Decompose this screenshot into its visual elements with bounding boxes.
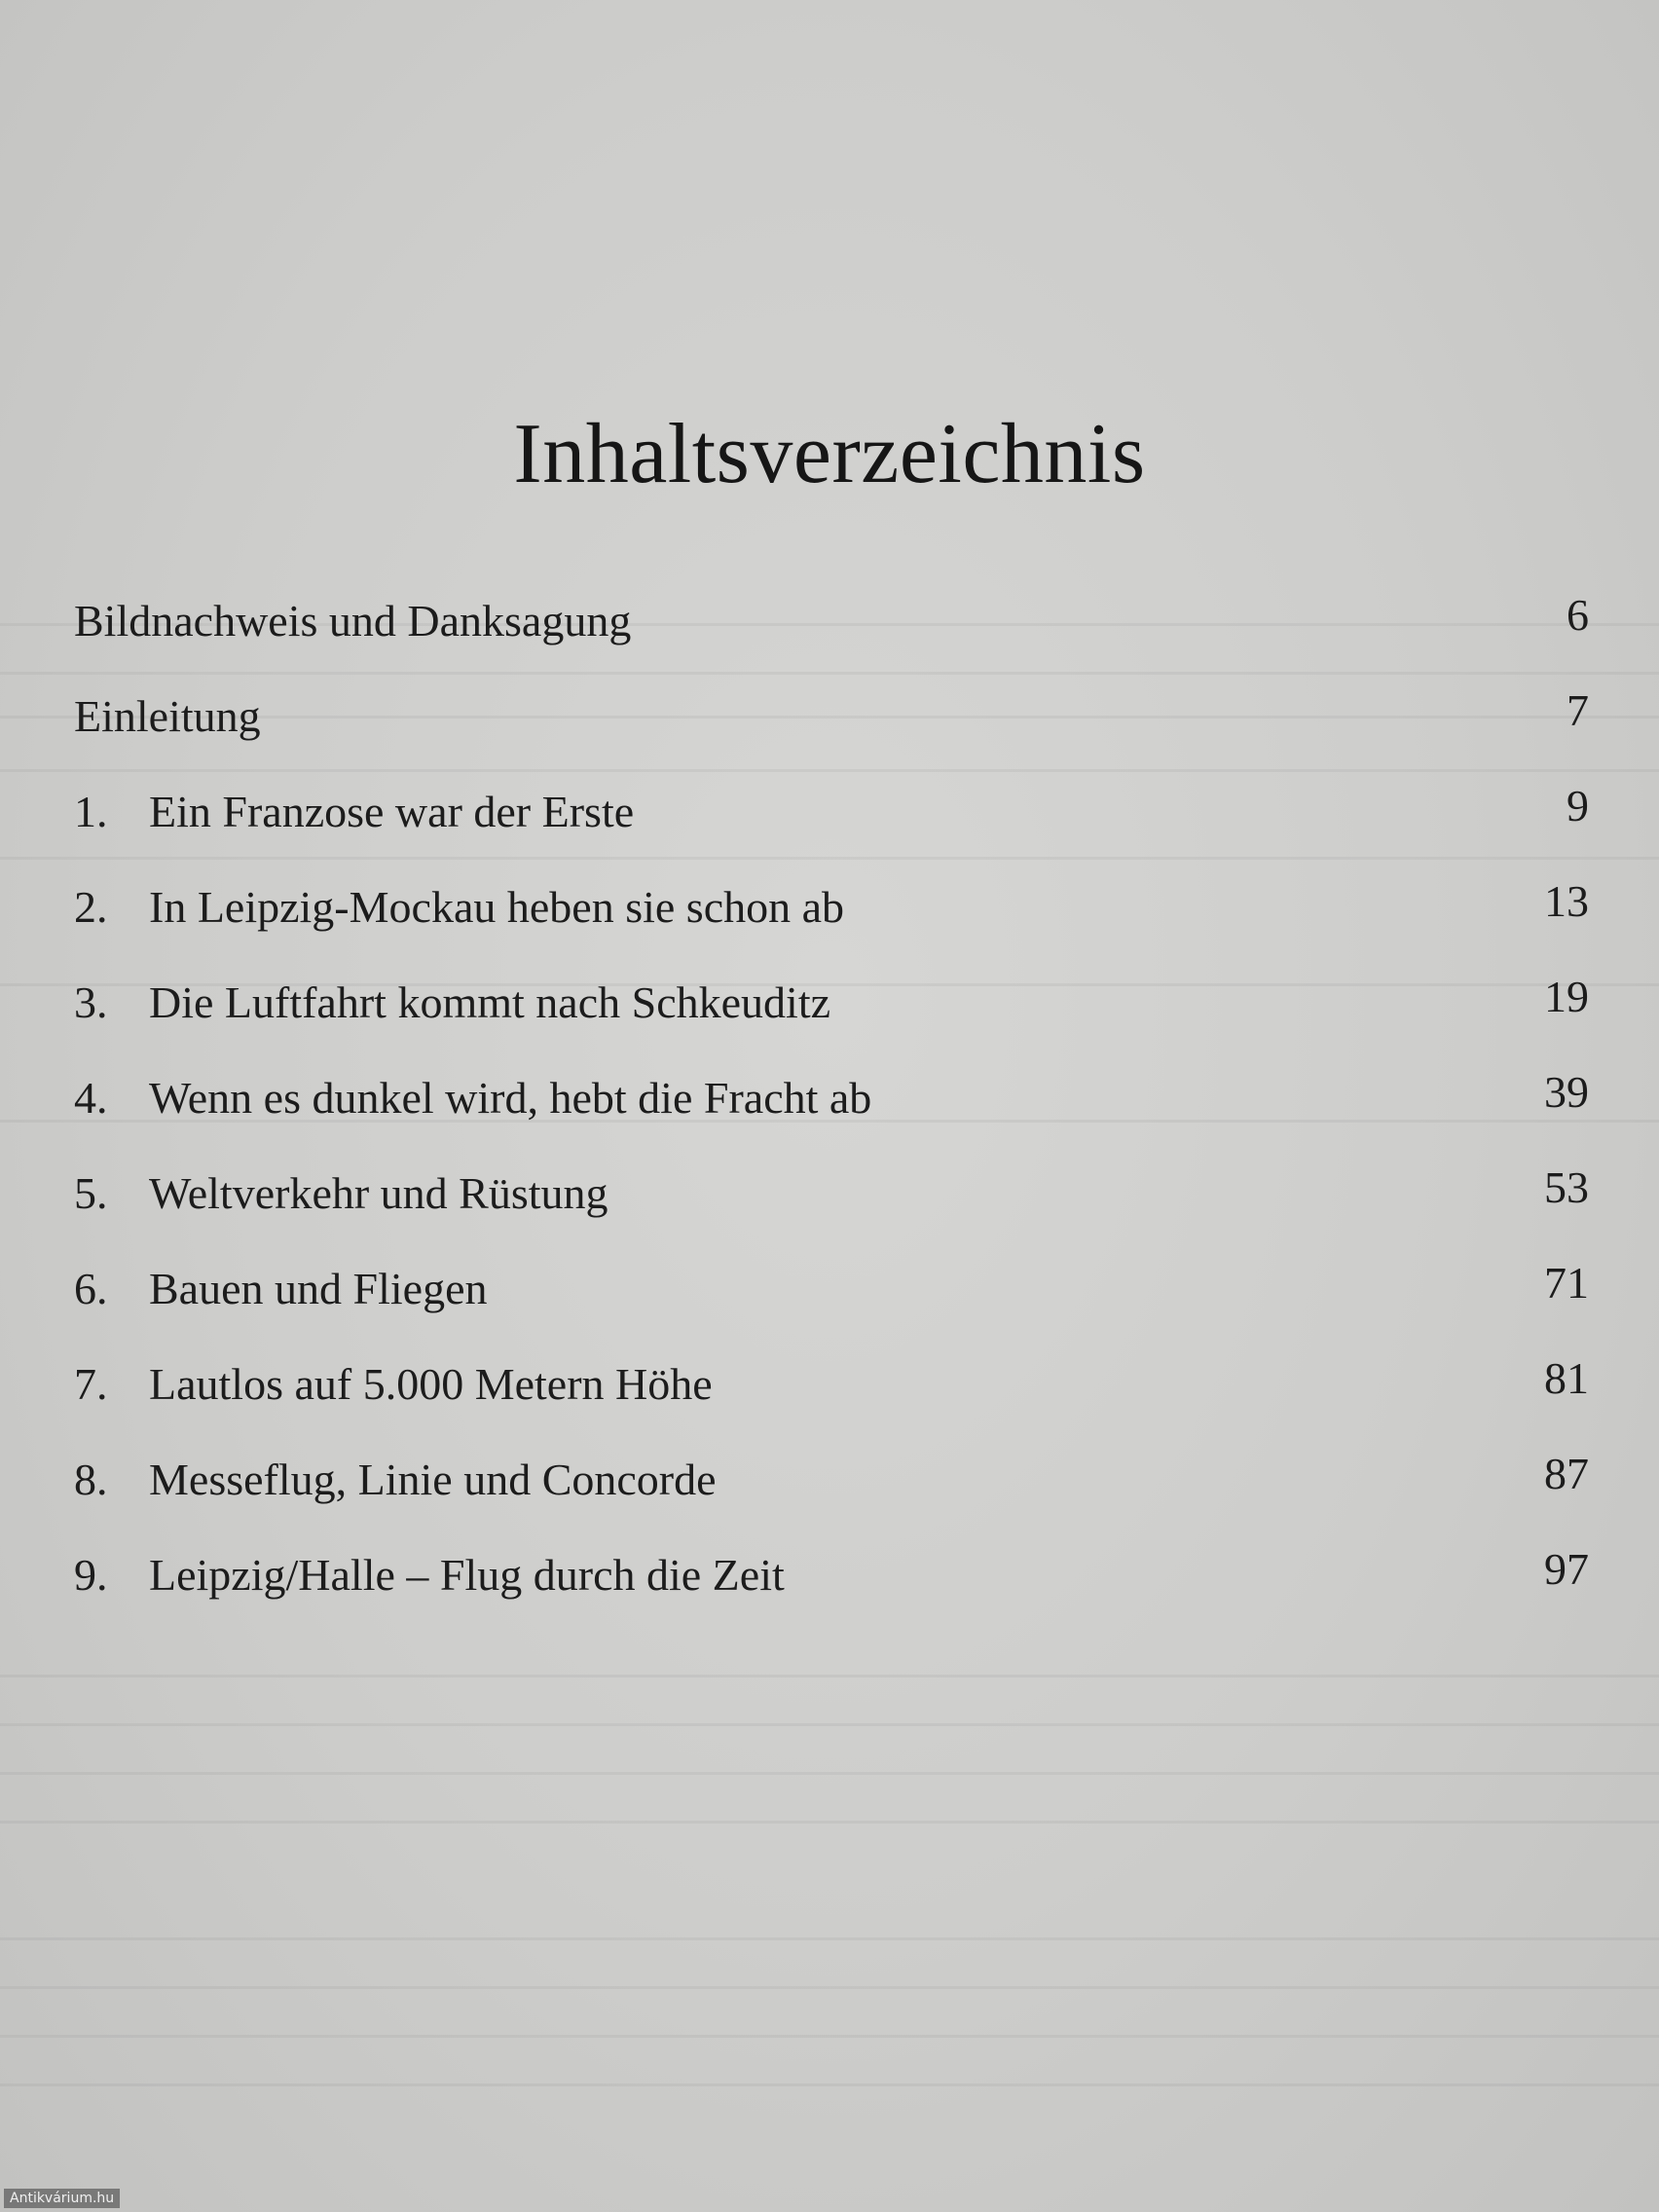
toc-entry-title: In Leipzig-Mockau heben sie schon ab [149, 882, 845, 932]
toc-entry [74, 966, 1589, 1061]
toc-entry-page: 39 [1544, 1067, 1589, 1117]
toc-entry-page: 19 [1544, 972, 1589, 1021]
toc-entry [74, 1157, 1589, 1252]
table-of-contents [74, 584, 1589, 1634]
toc-entry-title: Bauen und Fliegen [149, 1264, 488, 1313]
toc-entry-number: 6. [74, 1264, 108, 1313]
toc-entry [74, 775, 1589, 870]
page-title: Inhaltsverzeichnis [513, 407, 1146, 501]
toc-entry [74, 1061, 1589, 1157]
toc-entry-title: Bildnachweis und Danksagung [74, 596, 632, 645]
toc-entry-page: 71 [1544, 1258, 1589, 1308]
toc-entry-title: Einleitung [74, 691, 261, 741]
toc-entry-page: 97 [1544, 1544, 1589, 1594]
toc-entry [74, 1538, 1589, 1634]
toc-entry-number: 2. [74, 882, 108, 932]
toc-entry-page: 53 [1544, 1162, 1589, 1212]
toc-entry-number: 1. [74, 787, 108, 836]
toc-entry-title: Messeflug, Linie und Concorde [149, 1455, 717, 1504]
toc-entry-title: Die Luftfahrt kommt nach Schkeuditz [149, 977, 831, 1027]
toc-entry-page: 13 [1544, 876, 1589, 926]
watermark: Antikvárium.hu [4, 2189, 120, 2208]
toc-entry-number: 9. [74, 1550, 108, 1600]
toc-entry [74, 870, 1589, 966]
toc-entry-page: 9 [1567, 781, 1589, 830]
toc-entry-number: 7. [74, 1359, 108, 1409]
toc-entry-page: 6 [1567, 590, 1589, 640]
toc-entry [74, 584, 1589, 680]
toc-entry [74, 1443, 1589, 1538]
toc-entry-title: Lautlos auf 5.000 Metern Höhe [149, 1359, 713, 1409]
toc-entry-page: 81 [1544, 1353, 1589, 1403]
toc-entry [74, 680, 1589, 775]
toc-entry-page: 87 [1544, 1449, 1589, 1498]
toc-entry-title: Wenn es dunkel wird, hebt die Fracht ab [149, 1073, 872, 1123]
toc-entry [74, 1347, 1589, 1443]
toc-entry-title: Ein Franzose war der Erste [149, 787, 635, 836]
toc-entry-number: 3. [74, 977, 108, 1027]
toc-entry-number: 4. [74, 1073, 108, 1123]
toc-entry-number: 5. [74, 1168, 108, 1218]
toc-entry-number: 8. [74, 1455, 108, 1504]
toc-entry [74, 1252, 1589, 1347]
toc-entry-title: Leipzig/Halle – Flug durch die Zeit [149, 1550, 785, 1600]
toc-entry-title: Weltverkehr und Rüstung [149, 1168, 608, 1218]
toc-entry-page: 7 [1567, 685, 1589, 735]
